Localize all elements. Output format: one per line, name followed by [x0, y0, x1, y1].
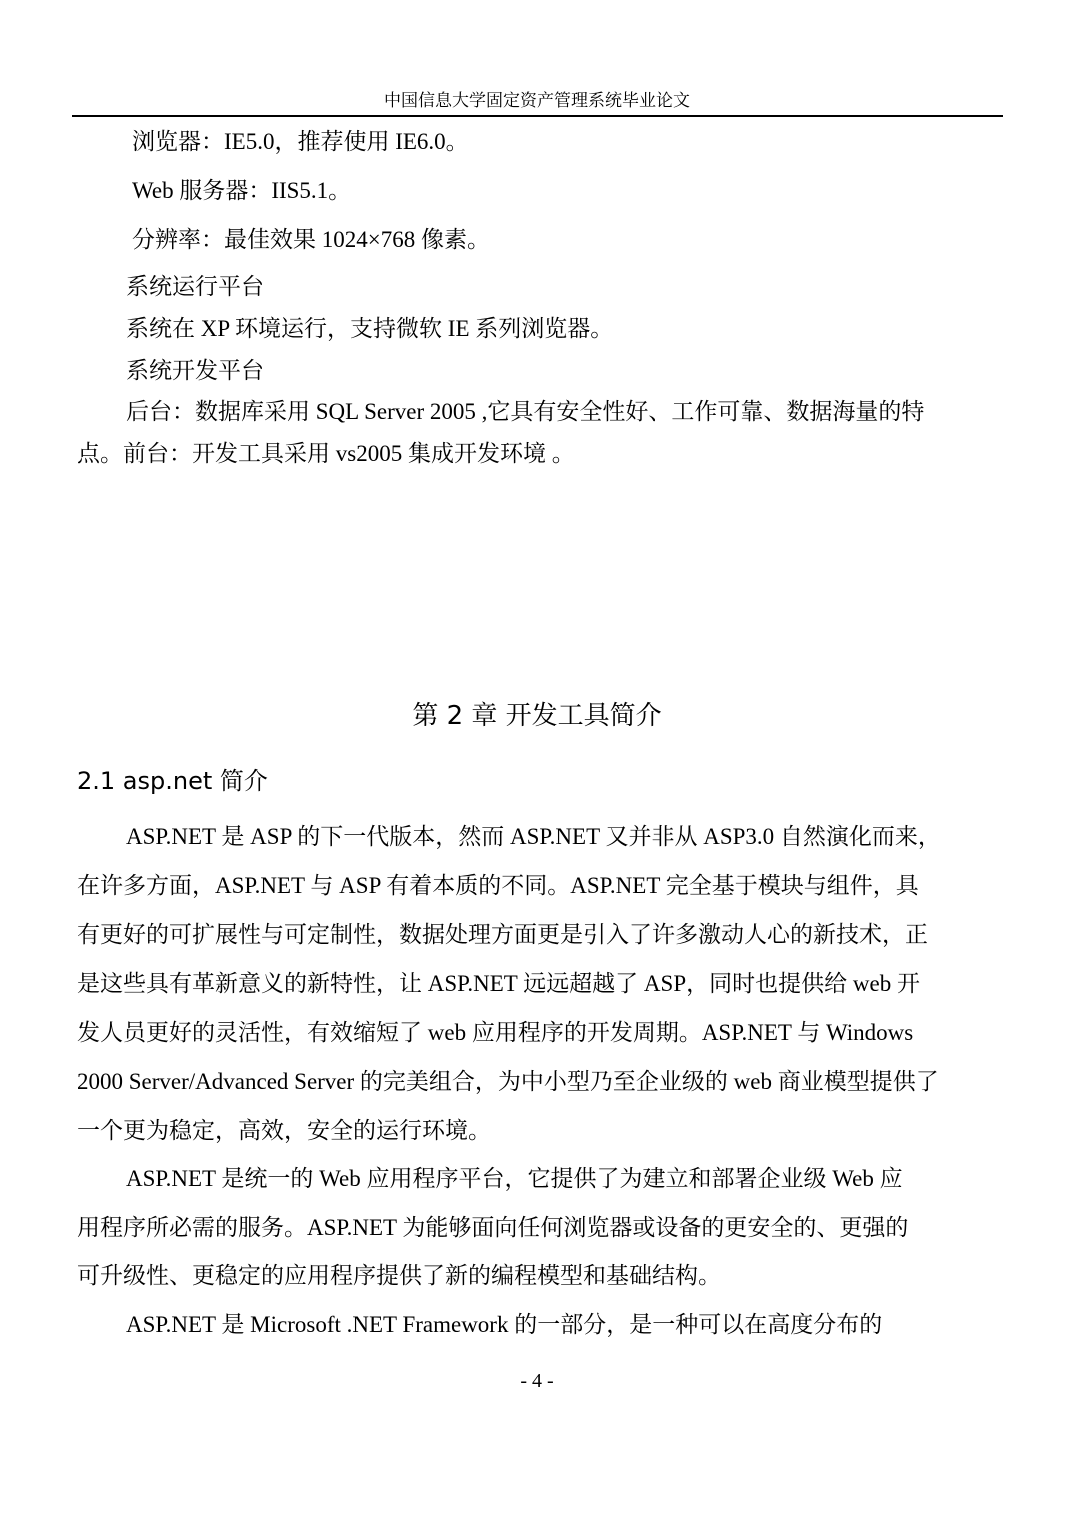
chapter-title: 第 2 章 开发工具简介 [412, 701, 662, 731]
dev-heading: 系统开发平台 [126, 358, 264, 383]
para2-line-1: ASP.NET 是统一的 Web 应用程序平台，它提供了为建立和部署企业级 Web 应 [126, 1166, 903, 1191]
header-rule [72, 115, 1003, 117]
runtime-text: 系统在 XP 环境运行，支持微软 IE 系列浏览器。 [126, 316, 614, 341]
para1-line-4: 是这些具有革新意义的新特性，让 ASP.NET 远远超越了 ASP，同时也提供给 web 开 [77, 971, 920, 996]
env-resolution: 分辨率：最佳效果 1024×768 像素。 [132, 227, 490, 252]
para1-line-2: 在许多方面，ASP.NET 与 ASP 有着本质的不同。ASP.NET 完全基于模块与组件，具 [77, 873, 919, 898]
dev-line-2: 点。前台：开发工具采用 vs2005 集成开发环境 。 [77, 441, 575, 466]
para1-line-7: 一个更为稳定，高效，安全的运行环境。 [77, 1118, 491, 1143]
env-browser: 浏览器：IE5.0，推荐使用 IE6.0。 [132, 129, 469, 154]
page-header: 中国信息大学固定资产管理系统毕业论文 [384, 91, 690, 110]
para1-line-1: ASP.NET 是 ASP 的下一代版本，然而 ASP.NET 又并非从 ASP3.0 自然演化而来， [126, 824, 941, 849]
para1-line-5: 发人员更好的灵活性，有效缩短了 web 应用程序的开发周期。ASP.NET 与 Windows [77, 1020, 914, 1045]
para3-line-1: ASP.NET 是 Microsoft .NET Framework 的一部分，是一种可以在高度分布的 [126, 1312, 883, 1337]
para1-line-6: 2000 Server/Advanced Server 的完美组合，为中小型乃至企业级的 web 商业模型提供了 [77, 1069, 939, 1094]
para2-line-3: 可升级性、更稳定的应用程序提供了新的编程模型和基础结构。 [77, 1263, 721, 1288]
dev-line-1: 后台：数据库采用 SQL Server 2005 ,它具有安全性好、工作可靠、数据海量的特 [126, 399, 925, 424]
env-web-server: Web 服务器：IIS5.1。 [132, 178, 352, 203]
page-number: - 4 - [520, 1370, 554, 1392]
section-title: 2.1 asp.net 简介 [77, 767, 268, 795]
para1-line-3: 有更好的可扩展性与可定制性，数据处理方面更是引入了许多激动人心的新技术，正 [77, 922, 928, 947]
para2-line-2: 用程序所必需的服务。ASP.NET 为能够面向任何浏览器或设备的更安全的、更强的 [77, 1215, 909, 1240]
runtime-heading: 系统运行平台 [126, 274, 264, 299]
